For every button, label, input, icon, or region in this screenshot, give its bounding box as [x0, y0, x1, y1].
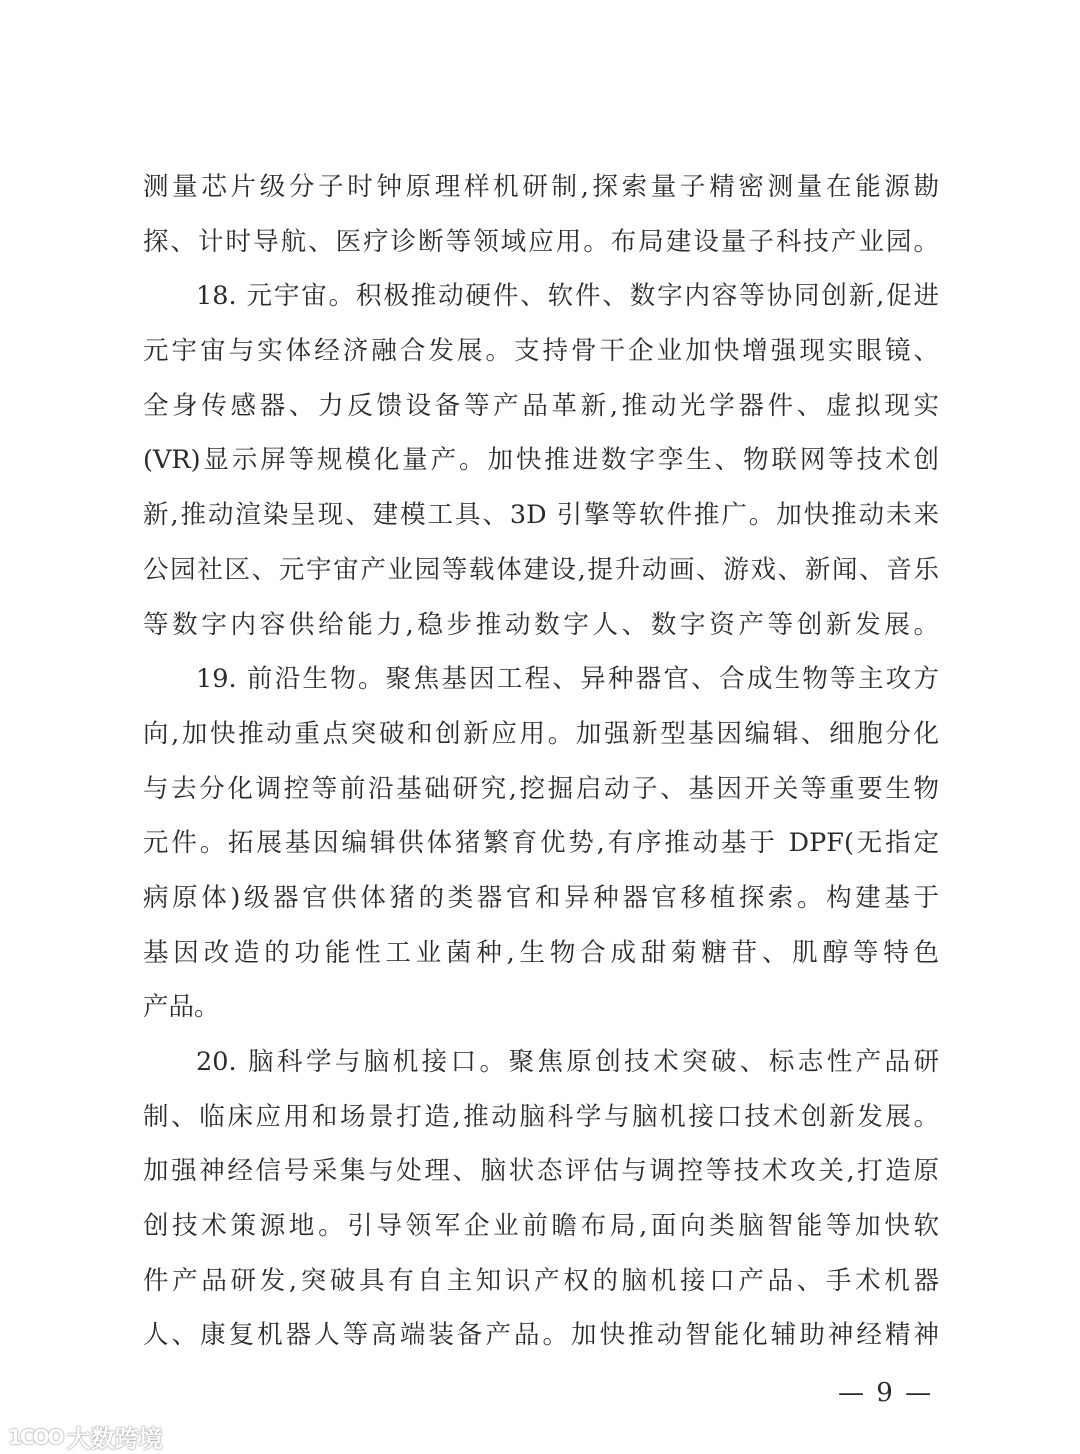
document-body	[143, 168, 939, 1371]
text-line: 制、临床应用和场景打造,推动脑科学与脑机接口技术创新发展。	[143, 1101, 939, 1132]
text-line: 件产品研发,突破具有自主知识产权的脑机接口产品、手术机器	[143, 1265, 939, 1296]
text-line: 20. 脑科学与脑机接口。聚焦原创技术突破、标志性产品研	[196, 1047, 939, 1077]
watermark-text: 大数跨境	[66, 1425, 163, 1453]
text-line: 与去分化调控等前沿基础研究,挖掘启动子、基因开关等重要生物	[143, 773, 939, 804]
text-line: 新,推动渲染呈现、建模工具、3D 引擎等软件推广。加快推动未来	[143, 500, 939, 531]
text-line: (VR)显示屏等规模化量产。加快推进数字孪生、物联网等技术创	[143, 445, 939, 476]
text-line: 向,加快推动重点突破和创新应用。加强新型基因编辑、细胞分化	[143, 718, 939, 749]
page-number: — 9 —	[838, 1378, 934, 1408]
text-line: 公园社区、元宇宙产业园等载体建设,提升动画、游戏、新闻、音乐	[143, 554, 939, 585]
watermark	[8, 1419, 163, 1454]
text-line: 18. 元宇宙。积极推动硬件、软件、数字内容等协同创新,促进	[196, 281, 939, 312]
watermark-logo-icon: 1COO	[8, 1424, 63, 1449]
text-line: 19. 前沿生物。聚焦基因工程、异种器官、合成生物等主攻方	[196, 664, 939, 695]
text-line: 元宇宙与实体经济融合发展。支持骨干企业加快增强现实眼镜、	[143, 336, 939, 367]
text-line: 病原体)级器官供体猪的类器官和异种器官移植探索。构建基于	[143, 882, 939, 913]
text-line: 加强神经信号采集与处理、脑状态评估与调控等技术攻关,打造原	[143, 1156, 939, 1187]
text-line: 元件。拓展基因编辑供体猪繁育优势,有序推动基于 DPF(无指定	[143, 828, 939, 859]
text-line: 测量芯片级分子时钟原理样机研制,探索量子精密测量在能源勘	[143, 172, 939, 202]
text-line: 全身传感器、力反馈设备等产品革新,推动光学器件、虚拟现实	[143, 390, 939, 421]
text-line: 产品。	[143, 992, 220, 1023]
text-line: 基因改造的功能性工业菌种,生物合成甜菊糖苷、肌醇等特色	[143, 937, 939, 968]
text-line: 人、康复机器人等高端装备产品。加快推动智能化辅助神经精神	[143, 1320, 939, 1351]
text-line: 创技术策源地。引导领军企业前瞻布局,面向类脑智能等加快软	[143, 1211, 939, 1242]
text-line: 等数字内容供给能力,稳步推动数字人、数字资产等创新发展。	[143, 609, 939, 640]
text-line: 探、计时导航、医疗诊断等领域应用。布局建设量子科技产业园。	[143, 226, 939, 257]
